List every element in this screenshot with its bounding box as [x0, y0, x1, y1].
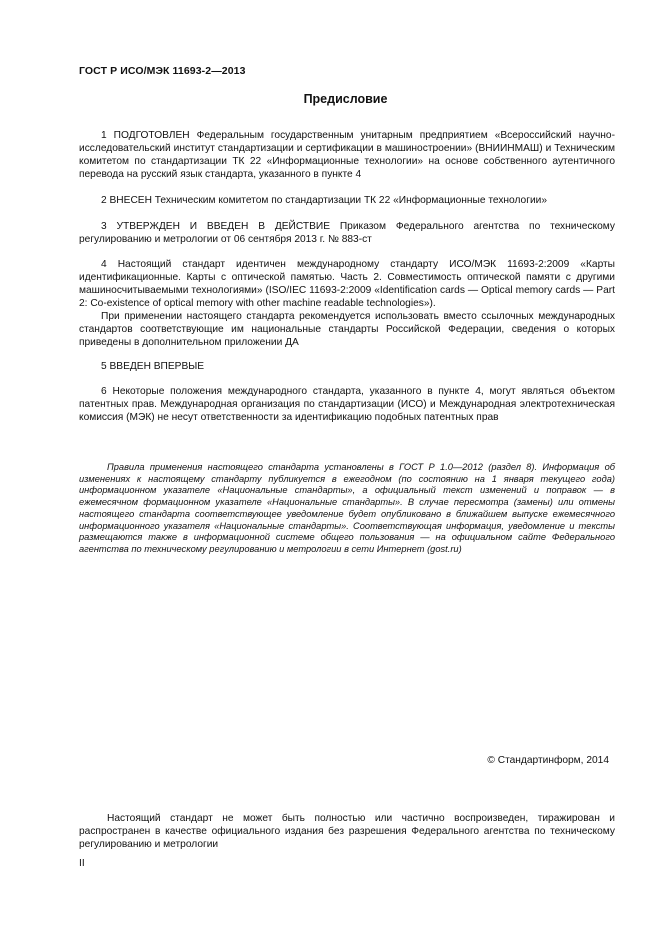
paragraph-3-block — [79, 220, 615, 246]
paragraph-2: 2 ВНЕСЕН Техническим комитетом по стандартизации ТК 22 «Информационные технологии» — [101, 195, 547, 206]
paragraph-4: 4 Настоящий стандарт идентичен международному стандарту ИСО/МЭК 11693-2:2009 «Карты идентификационные. Карты с оптической памятью. Часть 2. Совместимость оптической памяти с другими машиносчитываемыми технологиями» (ISO/IEC 11693-2:2009 «Identification cards — Optical memory cards — Part 2: Co-existence of optical memory with other machine readable technologies»). — [79, 259, 615, 309]
paragraph-2-block — [79, 194, 615, 207]
page-title: Предисловие — [303, 92, 388, 106]
paragraph-6-block — [79, 385, 615, 424]
paragraph-4-note: При применении настоящего стандарта рекомендуется использовать вместо ссылочных международных стандартов соответствующие им национальные стандарты Российской Федерации, сведения о которых приведены в дополнительном приложении ДА — [79, 311, 615, 348]
document-code-header: ГОСТ Р ИСО/МЭК 11693-2—2013 — [79, 65, 246, 77]
paragraph-5: 5 ВВЕДЕН ВПЕРВЫЕ — [101, 361, 205, 372]
page-number: II — [79, 858, 85, 869]
paragraph-4-block — [79, 258, 615, 349]
paragraph-5-block — [79, 360, 615, 373]
copyright-line: © Стандартинформ, 2014 — [487, 755, 609, 766]
reproduction-notice: Настоящий стандарт не может быть полностью или частично воспроизведен, тиражирован и распространен в качестве официального издания без разрешения Федерального агентства по техническому регулированию и метрологии — [79, 813, 615, 850]
application-rules-note: Правила применения настоящего стандарта установлены в ГОСТ Р 1.0—2012 (раздел 8). Информация об изменениях к настоящему стандарту публикуется в ежегодном (по состоянию на 1 января текущего года) информационном указателе «Национальные стандарты», а официальный текст изменений и поправок — в ежемесячном формационном указателе «Национальные стандарты». В случае пересмотра (замены) или отмены настоящего стандарта соответствующее уведомление будет опубликовано в ближайшем выпуске ежемесячного информационного указателя «Национальные стандарты». Соответствующая информация, уведомление и тексты размещаются также в информационной системе общего пользования — на официальном сайте Федерального агентства по техническому регулированию и метрологии в сети Интернет (gost.ru) — [79, 462, 615, 554]
paragraph-1: 1 ПОДГОТОВЛЕН Федеральным государственным унитарным предприятием «Всероссийский научно-исследовательский институт стандартизации и сертификации в машиностроении» (ВНИИНМАШ) и Техническим комитетом по стандартизации ТК 22 «Информационные технологии» на основе собственного аутентичного перевода на русский язык стандарта, указанного в пункте 4 — [79, 130, 615, 180]
paragraph-1-block — [79, 129, 615, 181]
paragraph-3: 3 УТВЕРЖДЕН И ВВЕДЕН В ДЕЙСТВИЕ Приказом Федерального агентства по техническому регулированию и метрологии от 06 сентября 2013 г. № 883-ст — [79, 221, 615, 245]
paragraph-6: 6 Некоторые положения международного стандарта, указанного в пункте 4, могут являться объектом патентных прав. Международная организация по стандартизации (ИСО) и Международная электротехническая комиссия (МЭК) не несут ответственности за идентификацию подобных патентных прав — [79, 386, 615, 423]
